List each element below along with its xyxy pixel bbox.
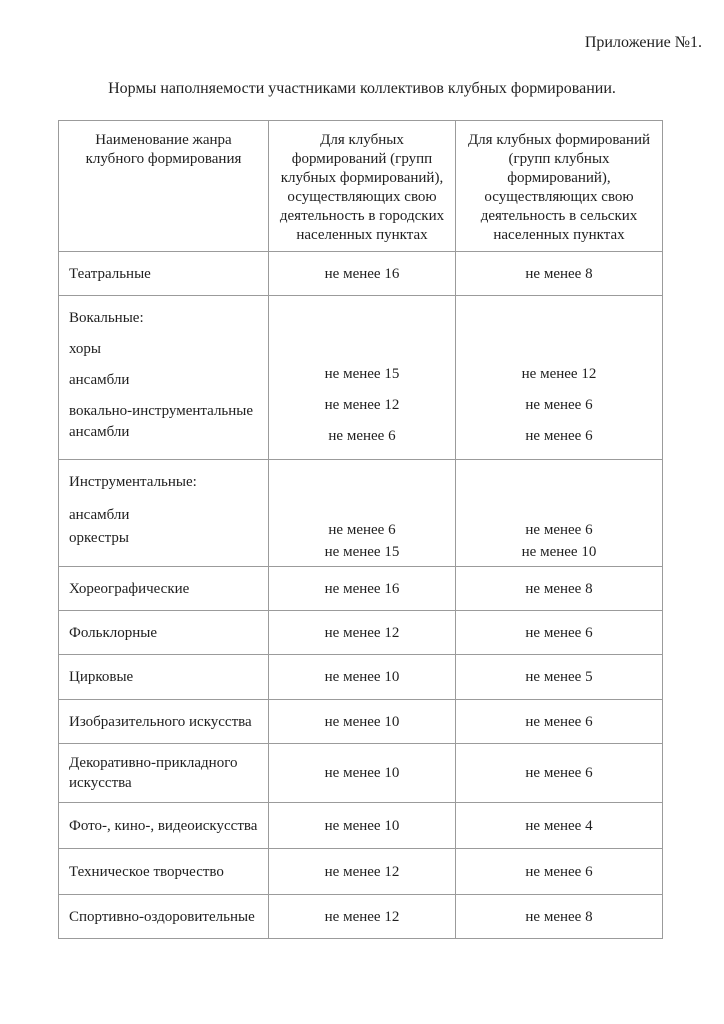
cell-line: ансамбли xyxy=(69,372,130,388)
cell-line: Инструментальные: xyxy=(69,474,197,490)
table-row xyxy=(59,803,663,849)
urban-min-cell xyxy=(269,252,456,296)
cell-line: не менее 6 xyxy=(525,624,593,641)
rural-min-cell xyxy=(456,895,663,939)
table-row xyxy=(59,611,663,655)
urban-min-cell xyxy=(269,460,456,567)
urban-min-cell xyxy=(269,849,456,895)
cell-line: оркестры xyxy=(69,530,129,546)
urban-min-cell xyxy=(269,611,456,655)
table-row xyxy=(59,460,663,567)
genre-cell xyxy=(59,460,269,567)
genre-cell xyxy=(59,252,269,296)
rural-min-cell xyxy=(456,700,663,744)
genre-cell xyxy=(59,700,269,744)
rural-min-cell xyxy=(456,252,663,296)
genre-cell xyxy=(59,296,269,460)
rural-min-cell xyxy=(456,460,663,567)
cell-line: Техническое творчество xyxy=(69,863,224,880)
cell-line: не менее 15 xyxy=(324,366,400,382)
rural-min-cell xyxy=(456,567,663,611)
table-row xyxy=(59,655,663,700)
cell-line: не менее 6 xyxy=(525,765,593,781)
cell-line: не менее 12 xyxy=(324,397,400,413)
cell-line: не менее 10 xyxy=(324,765,400,781)
cell-line: не менее 8 xyxy=(525,908,593,925)
urban-min-cell xyxy=(269,895,456,939)
cell-line: Фольклорные xyxy=(69,624,158,641)
cell-line: Декоративно-прикладного искусства xyxy=(69,755,238,791)
cell-line: не менее 10 xyxy=(324,669,400,685)
table-row xyxy=(59,567,663,611)
column-header-0: Наименование жанра клубного формирования xyxy=(59,121,269,252)
cell-line: хоры xyxy=(69,341,102,357)
cell-line: не менее 8 xyxy=(525,265,593,282)
table-row xyxy=(59,895,663,939)
cell-line: ансамбли xyxy=(69,507,130,523)
cell-line: Фото-, кино-, видеоискусства xyxy=(69,817,258,834)
urban-min-cell xyxy=(269,296,456,460)
cell-line: Спортивно-оздоровительные xyxy=(69,908,255,925)
genre-cell xyxy=(59,655,269,700)
genre-cell xyxy=(59,567,269,611)
cell-line: Вокальные: xyxy=(69,310,144,326)
genre-cell xyxy=(59,744,269,803)
urban-min-cell xyxy=(269,700,456,744)
cell-line: не менее 10 xyxy=(324,713,400,730)
cell-line: не менее 6 xyxy=(328,522,396,538)
cell-line: не менее 15 xyxy=(324,544,400,560)
cell-line: Цирковые xyxy=(69,669,134,685)
column-header-1: Для клубных формирований (групп клубных формирований), осуществляющих свою деятельность в городских населенных пунктах xyxy=(269,121,456,252)
rural-min-cell xyxy=(456,803,663,849)
cell-line: вокально-инструментальные ансамбли xyxy=(69,403,254,440)
genre-cell xyxy=(59,849,269,895)
cell-line: не менее 6 xyxy=(525,713,593,730)
table-row xyxy=(59,296,663,460)
norms-table xyxy=(58,120,663,939)
cell-line: не менее 6 xyxy=(525,428,593,444)
cell-line: не менее 6 xyxy=(525,522,593,538)
genre-cell xyxy=(59,895,269,939)
cell-line: не менее 6 xyxy=(328,428,396,444)
cell-line: Театральные xyxy=(69,265,151,282)
cell-line: не менее 10 xyxy=(324,817,400,834)
rural-min-cell xyxy=(456,611,663,655)
urban-min-cell xyxy=(269,803,456,849)
table-row xyxy=(59,849,663,895)
column-header-2: Для клубных формирований (групп клубных формирований), осуществляющих свою деятельность в сельских населенных пунктах xyxy=(456,121,663,252)
table-row xyxy=(59,744,663,803)
cell-line: не менее 5 xyxy=(525,669,593,685)
header-row xyxy=(59,121,663,252)
cell-line: не менее 12 xyxy=(324,908,400,925)
cell-line: не менее 4 xyxy=(525,817,593,834)
page-title: Нормы наполняемости участниками коллективов клубных формировании. xyxy=(108,80,616,97)
cell-line: не менее 12 xyxy=(324,624,400,641)
cell-line: не менее 8 xyxy=(525,580,593,597)
cell-line: не менее 10 xyxy=(521,544,597,560)
cell-line: не менее 12 xyxy=(324,863,400,880)
appendix-label: Приложение №1. xyxy=(584,34,702,51)
norms-table-body xyxy=(59,252,663,939)
cell-line: не менее 16 xyxy=(324,265,400,282)
cell-line: Изобразительного искусства xyxy=(69,713,252,730)
genre-cell xyxy=(59,611,269,655)
genre-cell xyxy=(59,803,269,849)
cell-line: Хореографические xyxy=(69,580,190,597)
rural-min-cell xyxy=(456,655,663,700)
table-row xyxy=(59,700,663,744)
cell-line: не менее 6 xyxy=(525,397,593,413)
rural-min-cell xyxy=(456,296,663,460)
urban-min-cell xyxy=(269,655,456,700)
rural-min-cell xyxy=(456,744,663,803)
table-row xyxy=(59,252,663,296)
cell-line: не менее 6 xyxy=(525,863,593,880)
urban-min-cell xyxy=(269,744,456,803)
cell-line: не менее 16 xyxy=(324,580,400,597)
cell-line: не менее 12 xyxy=(521,366,597,382)
urban-min-cell xyxy=(269,567,456,611)
rural-min-cell xyxy=(456,849,663,895)
